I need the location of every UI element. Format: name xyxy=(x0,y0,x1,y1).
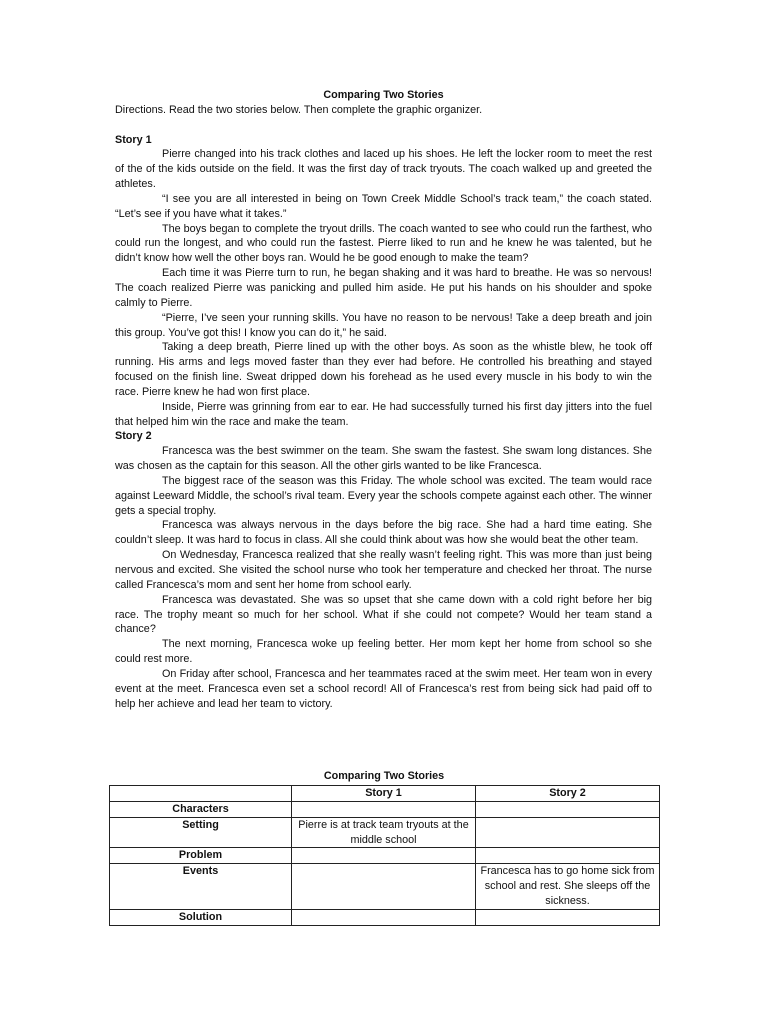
row-label-solution: Solution xyxy=(110,909,292,925)
table-header-row xyxy=(110,786,660,802)
cell-characters-story1[interactable] xyxy=(292,801,476,817)
graphic-organizer-table xyxy=(109,785,660,926)
row-label-events: Events xyxy=(110,864,292,910)
table-row xyxy=(110,801,660,817)
story1-paragraph: Inside, Pierre was grinning from ear to ear. He had successfully turned his first day jitters into the fuel that helped him win the race and make the team. xyxy=(115,400,652,428)
story2-paragraph: The next morning, Francesca woke up feeling better. Her mom kept her home from school so she could rest more. xyxy=(115,638,652,666)
cell-problem-story2[interactable] xyxy=(476,848,660,864)
row-label-problem: Problem xyxy=(110,848,292,864)
story1-heading: Story 1 xyxy=(115,133,152,146)
column-header-story2: Story 2 xyxy=(476,786,660,802)
story1-paragraph: Taking a deep breath, Pierre lined up with the other boys. As soon as the whistle blew, he took off running. His arms and legs moved faster than they ever had before. He controlled his breathing and stayed focused on the finish line. Sweat dripped down his forehead as he used every muscle in his body to win the race. Pierre knew he had won first place. xyxy=(115,341,652,398)
story2-paragraph: On Wednesday, Francesca realized that she really wasn’t feeling right. This was more than just being nervous and excited. She visited the school nurse who took her temperature and checked her throat. The nurse called Francesca’s mom and sent her home from school early. xyxy=(115,549,652,591)
column-header-story1: Story 1 xyxy=(292,786,476,802)
story2-paragraph: Francesca was devastated. She was so upset that she came down with a cold right before her big race. The trophy meant so much for her school. What if she could not compete? Would her team stand a chance? xyxy=(115,593,652,636)
cell-events-story2[interactable]: Francesca has to go home sick from school and rest. She sleeps off the sickness. xyxy=(476,864,660,910)
table-row xyxy=(110,864,660,910)
story1-paragraph: Pierre changed into his track clothes and laced up his shoes. He left the locker room to meet the rest of the of the kids outside on the field. It was the first day of track tryouts. The coach walked up and greeted the athletes. xyxy=(115,148,652,191)
story1-paragraph: “Pierre, I’ve seen your running skills. You have no reason to be nervous! Take a deep breath and join this group. You’ve got this! I know you can do it,” he said. xyxy=(115,311,652,339)
story2-heading: Story 2 xyxy=(115,430,152,443)
organizer-title: Comparing Two Stories xyxy=(323,770,445,782)
story2-paragraph: Francesca was the best swimmer on the team. She swam the fastest. She swam long distances. She was chosen as the captain for this season. All the other girls wanted to be like Francesca. xyxy=(115,445,652,473)
story2-paragraph: On Friday after school, Francesca and her teammates raced at the swim meet. Her team won in every event at the meet. Francesca even set a school record! All of Francesca’s rest from being sick had paid off to help her achieve and lead her team to victory. xyxy=(115,667,652,710)
cell-solution-story2[interactable] xyxy=(476,909,660,925)
cell-problem-story1[interactable] xyxy=(292,848,476,864)
document-body xyxy=(115,88,652,711)
table-row xyxy=(110,817,660,848)
cell-solution-story1[interactable] xyxy=(292,909,476,925)
story2-paragraph: Francesca was always nervous in the days before the big race. She had a hard time eating. She couldn’t sleep. It was hard to focus in class. All she could think about was how she would beat the other team. xyxy=(115,519,652,547)
table-corner-cell xyxy=(110,786,292,802)
story1-paragraph: The boys began to complete the tryout drills. The coach wanted to see who could run the farthest, who could run the longest, and who could run the fastest. Pierre liked to run and he knew he was talented, but he didn’t know how well the other boys ran. Would he be good enough to make the team? xyxy=(115,222,652,265)
table-row xyxy=(110,909,660,925)
cell-setting-story2[interactable] xyxy=(476,817,660,848)
row-label-characters: Characters xyxy=(110,801,292,817)
row-label-setting: Setting xyxy=(110,817,292,848)
story2-paragraph: The biggest race of the season was this Friday. The whole school was excited. The team would race against Leeward Middle, the school’s rival team. Every year the schools compete against each other. The winner gets a special trophy. xyxy=(115,474,652,517)
spacer xyxy=(115,118,652,133)
directions-text: Directions. Read the two stories below. Then complete the graphic organizer. xyxy=(115,103,483,116)
cell-events-story1[interactable] xyxy=(292,864,476,910)
story1-paragraph: Each time it was Pierre turn to run, he began shaking and it was hard to breathe. He was so nervous! The coach realized Pierre was panicking and pulled him aside. He put his hands on his shoulder and spoke calmly to Pierre. xyxy=(115,267,652,309)
cell-setting-story1[interactable]: Pierre is at track team tryouts at the middle school xyxy=(292,817,476,848)
table-row xyxy=(110,848,660,864)
story1-paragraph: “I see you are all interested in being on Town Creek Middle School’s track team,” the coach stated. “Let’s see if you have what it takes.” xyxy=(115,192,652,220)
document-title: Comparing Two Stories xyxy=(323,89,444,101)
cell-characters-story2[interactable] xyxy=(476,801,660,817)
